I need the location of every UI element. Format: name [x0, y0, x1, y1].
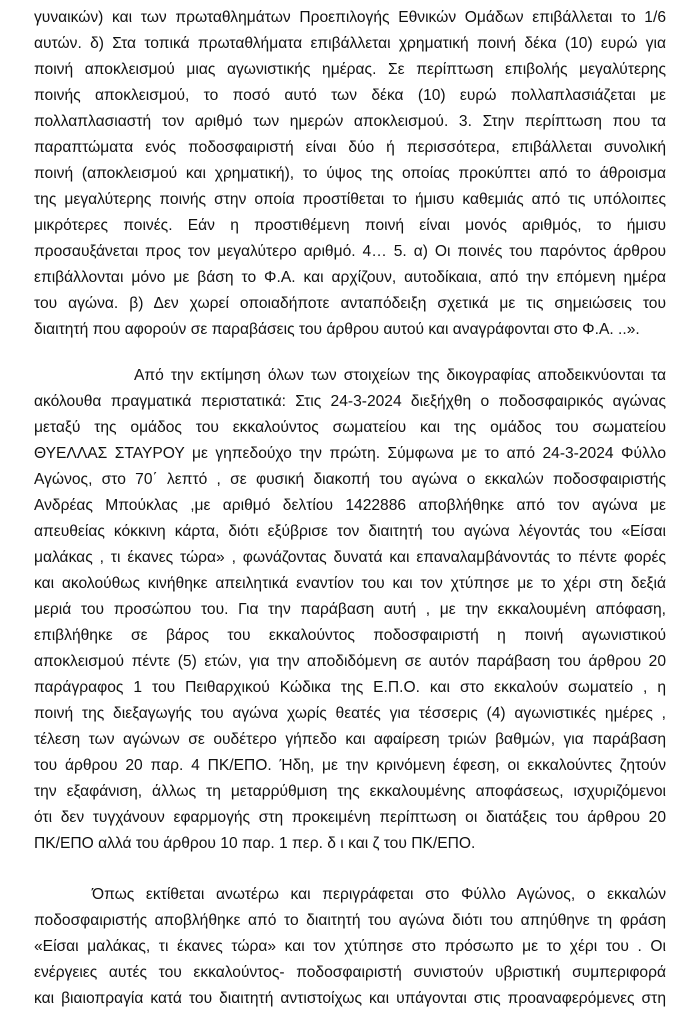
text-line: αποκλεισμού πέντε (5) ετών, για την αποδιδόμενη σε αυτόν παράβαση του άρθρου 20 [34, 653, 666, 670]
text-line: επιβάλλονται μόνο με βάση το Φ.Α. και αρχίζουν, αυτοδίκαια, από την επόμενη ημέρα [34, 269, 666, 286]
text-line: ΘΥΕΛΛΑΣ ΣΤΑΥΡΟΥ με γηπεδούχο την πρώτη. Σύμφωνα με το από 24-3-2024 Φύλλο [34, 445, 666, 462]
text-line: παράγραφος 1 του Πειθαρχικού Κώδικα της Ε.Π.Ο. και στο εκκαλούν σωματείο , η [34, 679, 666, 696]
text-line: επιβλήθηκε σε βάρος του εκκαλούντος ποδοσφαιριστή η ποινή αγωνιστικού [34, 627, 666, 644]
text-line: αυτών. δ) Στα τοπικά πρωταθλήματα επιβάλλεται χρηματική ποινή δέκα (10) ευρώ για [34, 35, 666, 52]
text-line: ακόλουθα πραγματικά περιστατικά: Στις 24-3-2024 διεξήχθη ο ποδοσφαιρικός αγώνας [34, 393, 666, 410]
text-line: διαιτητή που αφορούν σε παραβάσεις του άρθρου αυτού και αναγράφονται στο Φ.Α. ..». [34, 321, 640, 338]
text-line: μικρότερες ποινές. Εάν η προστιθέμενη ποινή είναι μονός αριθμός, το ήμισυ [34, 217, 666, 234]
text-line: μαλάκας , τι έκανες τώρα» , φωνάζοντας δυνατά και επαναλαμβάνοντάς το πέντε φορές [34, 549, 666, 566]
text-line: μεταξύ της ομάδος του εκκαλούντος σωματείου και της ομάδος του σωματείου [34, 419, 666, 436]
text-line: ποινή της διεξαγωγής του αγώνα χωρίς θεατές για τέσσερις (4) αγωνιστικές ημέρες , [34, 705, 666, 722]
text-line: του άρθρου 20 παρ. 4 ΠΚ/ΕΠΟ. Ήδη, με την κρινόμενη έφεση, οι εκκαλούντες ζητούν [34, 757, 666, 774]
text-line: γυναικών) και των πρωταθλημάτων Προεπιλογής Εθνικών Ομάδων επιβάλλεται το 1/6 [34, 9, 666, 26]
text-line: και ακολούθως κινήθηκε απειλητικά εναντίον του και τον χτύπησε με το χέρι στη δεξιά [34, 575, 666, 592]
text-line: και βιαιοπραγία κατά του διαιτητή αντιστοίχως και υπάγονται στις προαναφερόμενες στη [34, 990, 666, 1007]
text-line: μεριά του προσώπου του. Για την παράβαση αυτή , με την εκκαλουμένη απόφαση, [34, 601, 666, 618]
text-line: τέλεση των αγώνων σε ουδέτερο γήπεδο και αφαίρεση τριών βαθμών, για παράβαση [34, 731, 666, 748]
text-line: την εξαφάνιση, άλλως τη μεταρρύθμιση της εκκαλουμένης αποφάσεως, ισχυριζόμενοι [34, 783, 666, 800]
text-line: ότι δεν τυγχάνουν εφαρμογής στη προκειμένη περίπτωση οι διατάξεις του άρθρου 20 [34, 809, 666, 826]
text-line: ποινή (αποκλεισμού και χρηματική), το ύψος της οποίας προκύπτει από το άθροισμα [34, 165, 666, 182]
text-line: του αγώνα. β) Δεν χωρεί οποιαδήποτε ανταπόδειξη σχετικά με τις σημειώσεις του [34, 295, 666, 312]
text-line: Όπως εκτίθεται ανωτέρω και περιγράφεται στο Φύλλο Αγώνος, ο εκκαλών [92, 886, 666, 903]
text-line: ΠΚ/ΕΠΟ αλλά του άρθρου 10 παρ. 1 περ. δ ι και ζ του ΠΚ/ΕΠΟ. [34, 835, 476, 852]
text-line: «Είσαι μαλάκας, τι έκανες τώρα» και τον χτύπησε στο πρόσωπο με το χέρι του . Οι [34, 938, 666, 955]
text-line: ενέργειες αυτές του εκκαλούντος- ποδοσφαιριστή συνιστούν υβριστική συμπεριφορά [34, 964, 666, 981]
text-line: Ανδρέας Μπούκλας ,με αριθμό δελτίου 1422886 αποβλήθηκε από τον αγώνα με [34, 497, 666, 514]
text-line: απευθείας κόκκινη κάρτα, διότι εξύβρισε τον διαιτητή του αγώνα λέγοντάς του «Είσαι [34, 523, 666, 540]
text-line: παραπτώματα ενός ποδοσφαιριστή είναι δύο ή περισσότερα, επιβάλλεται συνολική [34, 139, 666, 156]
text-line: ποινή αποκλεισμού μιας αγωνιστικής ημέρας. Σε περίπτωση επιβολής μεγαλύτερης [34, 61, 666, 78]
text-line: Αγώνος, στο 70΄ λεπτό , σε φυσική διακοπή του αγώνα ο εκκαλών ποδοσφαιριστής [34, 471, 666, 488]
text-line: ποινής αποκλεισμού, το ποσό αυτό των δέκα (10) ευρώ πολλαπλασιάζεται με [34, 87, 666, 104]
text-line: προσαυξάνεται προς τον μεγαλύτερο αριθμό. 4… 5. α) Οι ποινές του παρόντος άρθρου [34, 243, 666, 260]
text-line: Από την εκτίμηση όλων των στοιχείων της δικογραφίας αποδεικνύονται τα [134, 367, 666, 384]
text-line: πολλαπλασιαστή τον αριθμό των ημερών αποκλεισμού. 3. Στην περίπτωση που τα [34, 113, 666, 130]
text-line: της μεγαλύτερης ποινής στην οποία προστίθεται το ήμισυ καθεμιάς από τις υπόλοιπες [34, 191, 666, 208]
text-line: ποδοσφαιριστής αποβλήθηκε από το διαιτητή του αγώνα διότι του απηύθηνε τη φράση [34, 912, 666, 929]
